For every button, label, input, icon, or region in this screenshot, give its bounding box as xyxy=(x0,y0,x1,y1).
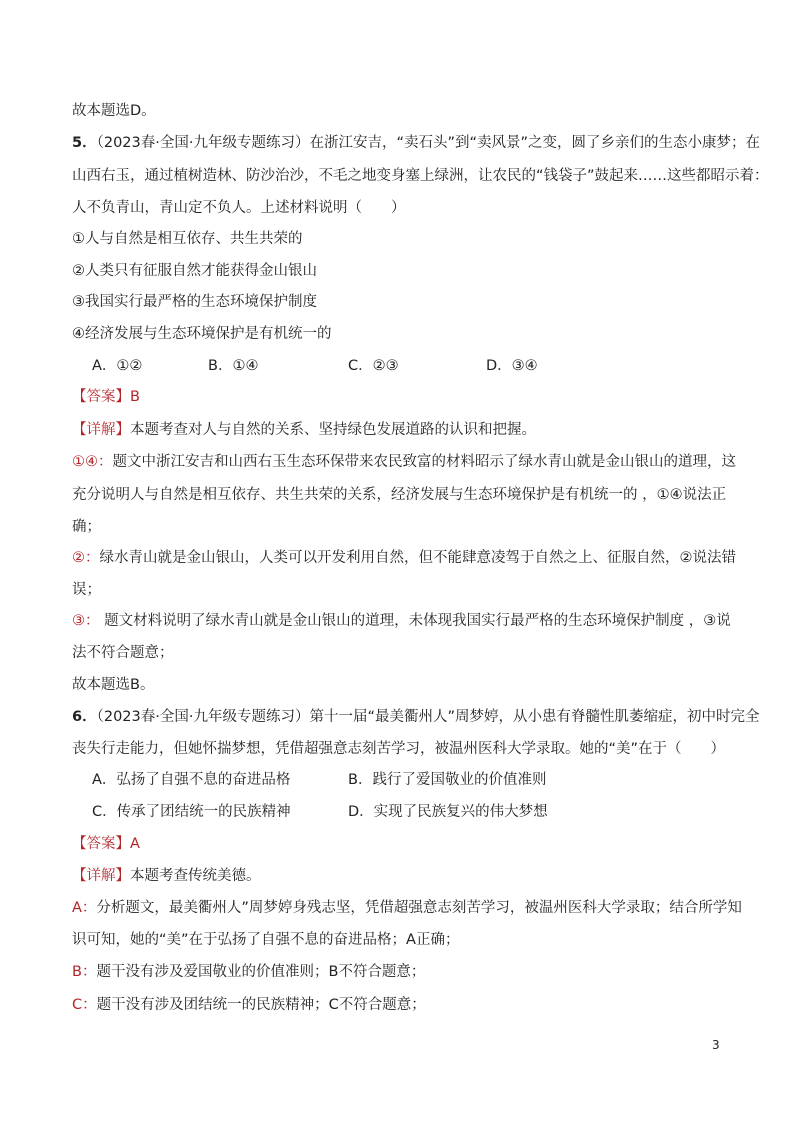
detail-tag: 【详解】 xyxy=(72,422,130,438)
statement-3: ③我国实行最严格的生态环境保护制度 xyxy=(72,294,317,310)
question-text: 在浙江安吉，“卖石头”到“卖风景”之变，圆了乡亲们的生态小康梦；在 xyxy=(309,135,761,151)
explanation-a-line-1 xyxy=(72,898,742,918)
question-6-line-1 xyxy=(72,707,760,727)
option-a: A．弘扬了自强不息的奋进品格 xyxy=(92,772,291,788)
explanation-3-line-1 xyxy=(72,611,731,631)
question-source: （2023春·全国·九年级专题练习） xyxy=(96,135,310,151)
answer-line: 【答案】B xyxy=(72,389,140,405)
option-c: C．②③ xyxy=(348,358,399,374)
explanation-text: 题干没有涉及团结统一的民族精神；C不符合题意； xyxy=(96,997,426,1013)
question-5-line-3: 人不负青山，青山定不负人。上述材料说明（ ） xyxy=(72,200,406,216)
explanation-tag: A： xyxy=(72,900,97,916)
page-number: 3 xyxy=(712,1038,720,1052)
detail-tag: 【详解】 xyxy=(72,868,130,884)
question-source: （2023春·全国·九年级专题练习） xyxy=(96,709,310,725)
explanation-b-line xyxy=(72,962,425,982)
explanation-1-line-3: 确； xyxy=(72,519,101,535)
explanation-2-line-2: 误； xyxy=(72,582,101,598)
question-6-line-2: 丧失行走能力，但她怀揣梦想，凭借超强意志刻苦学习，被温州医科大学录取。她的“美”在于（ ） xyxy=(72,741,726,757)
option-c: C．传承了团结统一的民族精神 xyxy=(92,804,291,820)
explanation-1-line-1 xyxy=(72,452,736,472)
conclusion-line: 故本题选D。 xyxy=(72,103,156,119)
option-a: A．①② xyxy=(92,358,143,374)
option-b: B．①④ xyxy=(208,358,259,374)
question-number: 5． xyxy=(72,135,97,151)
statement-2: ②人类只有征服自然才能获得金山银山 xyxy=(72,263,317,279)
explanation-1-line-2: 充分说明人与自然是相互依存、共生共荣的关系，经济发展与生态环境保护是有机统一的 ，①④说法正 xyxy=(72,487,727,503)
detail-text: 本题考查传统美德。 xyxy=(130,868,261,884)
question-5-line-2: 山西右玉，通过植树造林、防沙治沙，不毛之地变身塞上绿洲，让农民的“钱袋子”鼓起来……这些都昭示着： xyxy=(72,168,769,184)
explanation-tag: ①④： xyxy=(72,454,113,470)
explanation-tag: ②： xyxy=(72,550,100,566)
explanation-2-line-1 xyxy=(72,548,736,568)
question-text: 第十一届“最美衢州人”周梦婷，从小患有脊髓性肌萎缩症，初中时完全 xyxy=(309,709,760,725)
detail-line xyxy=(72,420,536,440)
explanation-c-line xyxy=(72,995,426,1015)
explanation-text: 题文中浙江安吉和山西右玉生态环保带来农民致富的材料昭示了绿水青山就是金山银山的道理，这 xyxy=(112,454,736,470)
statement-4: ④经济发展与生态环境保护是有机统一的 xyxy=(72,326,332,342)
detail-text: 本题考查对人与自然的关系、坚持绿色发展道路的认识和把握。 xyxy=(130,422,536,438)
explanation-text: 题文材料说明了绿水青山就是金山银山的道理，未体现我国实行最严格的生态环境保护制度 ，③说 xyxy=(99,613,731,629)
explanation-tag: ③： xyxy=(72,613,100,629)
question-5-line-1 xyxy=(72,133,760,153)
explanation-a-line-2: 识可知，她的“美”在于弘扬了自强不息的奋进品格；A正确； xyxy=(72,932,460,948)
explanation-3-line-2: 法不符合题意； xyxy=(72,645,174,661)
option-d: D．实现了民族复兴的伟大梦想 xyxy=(348,804,548,820)
statement-1: ①人与自然是相互依存、共生共荣的 xyxy=(72,231,303,247)
option-d: D．③④ xyxy=(486,358,538,374)
explanation-text: 分析题文，最美衢州人”周梦婷身残志坚，凭借超强意志刻苦学习，被温州医科大学录取；结合所学知 xyxy=(96,900,742,916)
explanation-tag: C： xyxy=(72,997,97,1013)
explanation-text: 题干没有涉及爱国敬业的价值准则；B不符合题意； xyxy=(96,964,426,980)
option-b: B．践行了爱国敬业的价值准则 xyxy=(348,772,547,788)
question-number: 6． xyxy=(72,709,97,725)
detail-line xyxy=(72,866,261,886)
explanation-text: 绿水青山就是金山银山，人类可以开发利用自然，但不能肆意凌驾于自然之上、征服自然，②说法错 xyxy=(99,550,736,566)
answer-line: 【答案】A xyxy=(72,836,140,852)
conclusion-line: 故本题选B。 xyxy=(72,677,155,693)
explanation-tag: B： xyxy=(72,964,97,980)
